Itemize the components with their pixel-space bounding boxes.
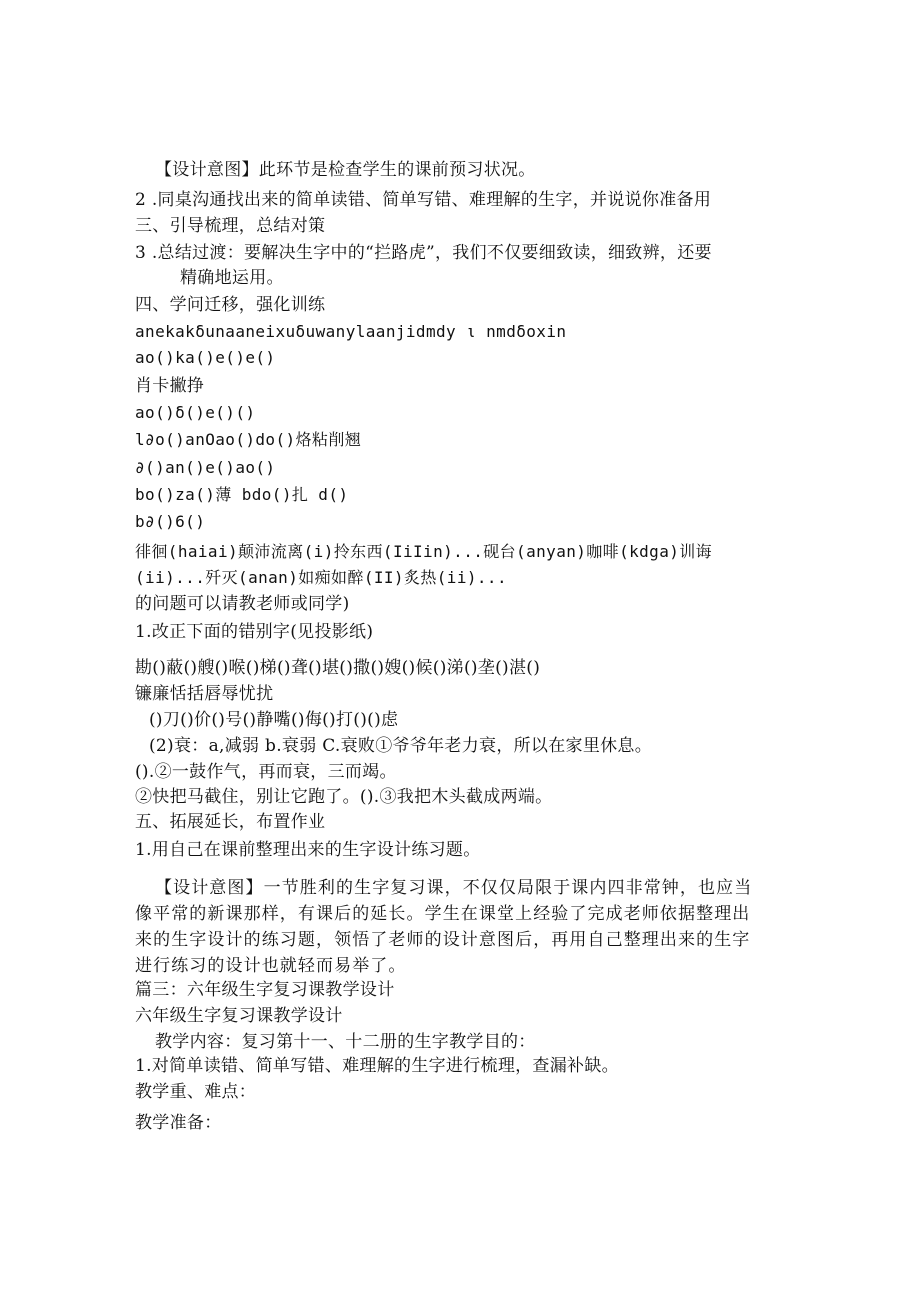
- preparation-label: 教学准备：: [135, 1113, 222, 1133]
- homework-item-1: 1.用自己在课前整理出来的生字设计练习题。: [135, 840, 481, 860]
- fill-blank-line: ()刀()价()号()静嘴()侮()打()()虑: [149, 710, 399, 730]
- char-group-2: 镰廉恬括唇辱忧扰: [135, 684, 274, 704]
- typo-char-list: 勘()蔽()艘()喉()梯()聋()堪()撒()嫂()候()涕()垄()湛(): [135, 658, 541, 678]
- step-3-summary: 3 .总结过渡：要解决生字中的“拦路虎”，我们不仅要细致读，细致辨，还要: [135, 243, 712, 263]
- lesson-plan-title: 六年级生字复习课教学设计: [135, 1006, 343, 1026]
- pinyin-line-7: b∂()6(): [135, 512, 206, 531]
- meaning-example-1: ().②一鼓作气，再而衰，三而竭。: [135, 762, 397, 782]
- pinyin-line-1: anekakδunaaneixuδuwanylaanjidmdy ι nmdδoxin: [135, 322, 567, 341]
- section-3-heading: 三、引导梳理，总结对策: [135, 216, 326, 236]
- chapter-3-title: 篇三：六年级生字复习课教学设计: [135, 980, 395, 1000]
- design-intent-para-1: 【设计意图】一节胜利的生字复习课，不仅仅局限于课内四非常钟，也应当: [155, 878, 753, 898]
- design-intent-note: 【设计意图】此环节是检查学生的课前预习状况。: [155, 160, 536, 180]
- question-note: 的问题可以请教老师或同学): [135, 594, 350, 614]
- meaning-example-2: ②快把马截住，别让它跑了。().③我把木头截成两端。: [135, 787, 553, 807]
- char-group-1: 肖卡撇挣: [135, 376, 205, 396]
- pinyin-line-2: ao()ka()e()e(): [135, 348, 276, 367]
- pinyin-line-5: ∂()an()e()ao(): [135, 458, 276, 477]
- teaching-content: 教学内容：复习第十一、十二册的生字教学目的：: [155, 1032, 536, 1052]
- exercise-1-heading: 1.改正下面的错别字(见投影纸): [135, 622, 374, 642]
- design-intent-para-4: 进行练习的设计也就轻而易举了。: [135, 956, 407, 976]
- design-intent-para-3: 来的生字设计的练习题，领悟了老师的设计意图后，再用自己整理出来的生字: [135, 930, 751, 950]
- step-3-summary-cont: 精确地运用。: [180, 268, 284, 288]
- teaching-goal-1: 1.对简单读错、简单写错、难理解的生字进行梳理，查漏补缺。: [135, 1056, 619, 1076]
- section-4-heading: 四、学问迁移，强化训练: [135, 295, 326, 315]
- design-intent-para-2: 像平常的新课那样，有课后的延长。学生在课堂上经验了完成老师依据整理出: [135, 904, 751, 924]
- word-list-line-2: (ii)...歼灭(anan)如痴如醉(II)炙热(ii)...: [135, 568, 507, 587]
- pinyin-line-3: ao()δ()e()(): [135, 403, 256, 422]
- section-5-heading: 五、拓展延长，布置作业: [135, 812, 326, 832]
- pinyin-line-4: l∂o()anOao()do()烙粘削翘: [135, 430, 362, 449]
- meaning-item-2: (2)衰：a,减弱 b.衰弱 C.衰败①爷爷年老力衰，所以在家里休息。: [149, 736, 653, 756]
- word-list-line-1: 徘徊(haiai)颠沛流离(i)拎东西(IiIin)...砚台(anyan)咖啡(kdga)训诲: [135, 542, 713, 561]
- key-points-label: 教学重、难点：: [135, 1082, 257, 1102]
- pinyin-line-6: bo()za()薄 bdo()扎 d(): [135, 485, 349, 504]
- step-2-peer-exchange: 2 .同桌沟通找出来的简单读错、简单写错、难理解的生字，并说说你准备用: [135, 190, 712, 210]
